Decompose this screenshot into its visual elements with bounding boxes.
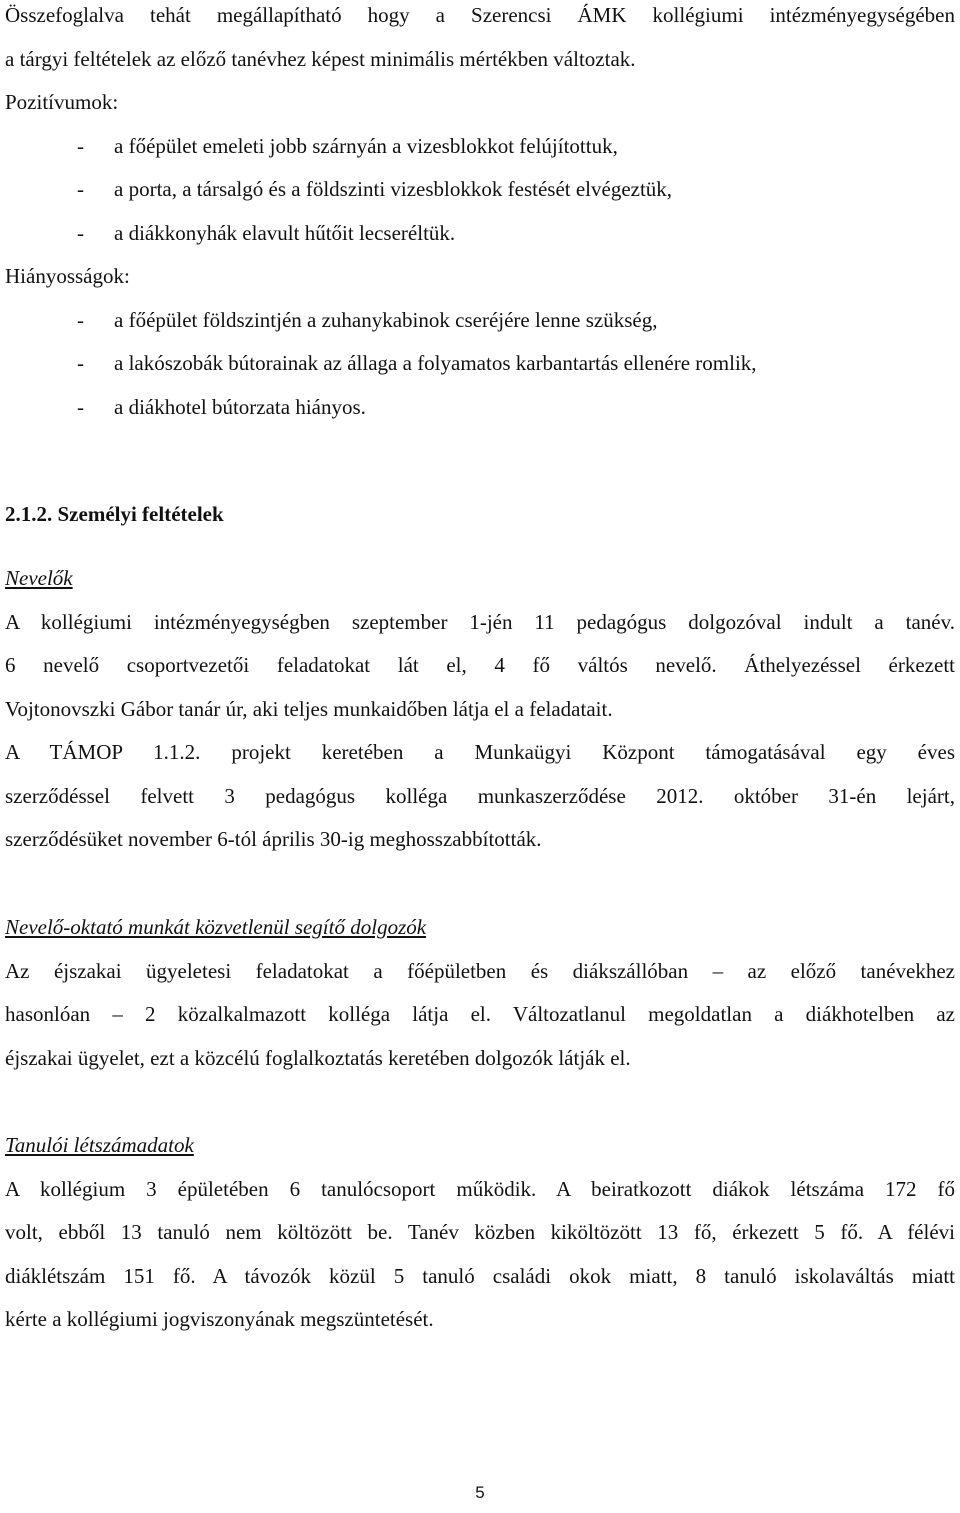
- segito-title: Nevelő-oktató munkát közvetlenül segítő dolgozók: [5, 915, 427, 939]
- paragraph-line: volt, ebből 13 tanuló nem költözött be. Tanév közben kiköltözött 13 fő, érkezett 5 fő. A félévi: [5, 1220, 955, 1244]
- paragraph-line: Vojtonovszki Gábor tanár úr, aki teljes munkaidőben látja el a feladatait.: [5, 696, 613, 721]
- page-number: 5: [475, 1483, 485, 1502]
- list-dash: -: [77, 177, 84, 201]
- paragraph-line: A TÁMOP 1.1.2. projekt keretében a Munkaügyi Központ támogatásával egy éves: [5, 740, 955, 764]
- paragraph-line: diáklétszám 151 fő. A távozók közül 5 tanuló családi okok miatt, 8 tanuló iskolaváltás miatt: [5, 1263, 955, 1288]
- paragraph-line: kérte a kollégiumi jogviszonyának megszüntetését.: [5, 1307, 434, 1331]
- letszam-title: Tanulói létszámadatok: [5, 1133, 194, 1157]
- negatives-label: Hiányosságok:: [5, 264, 130, 288]
- list-item: - a diákhotel bútorzata hiányos.: [0, 386, 960, 430]
- section-heading: 2.1.2. Személyi feltételek: [5, 502, 224, 526]
- section-heading-block: [0, 493, 960, 537]
- paragraph-line: A kollégium 3 épületében 6 tanulócsoport működik. A beiratkozott diákok létszáma 172 fő: [5, 1176, 955, 1201]
- paragraph-line: szerződéssel felvett 3 pedagógus kolléga munkaszerződése 2012. október 31-én lejárt,: [5, 783, 955, 808]
- list-item: - a főépület emeleti jobb szárnyán a vizesblokkot felújítottuk,: [0, 125, 960, 169]
- positives-label: Pozitívumok:: [5, 90, 119, 114]
- negatives-list: [0, 299, 960, 430]
- summary-line: a tárgyi feltételek az előző tanévhez képest minimális mértékben változtak.: [5, 46, 636, 71]
- list-dash: -: [77, 307, 84, 332]
- paragraph-line: hasonlóan – 2 közalkalmazott kolléga látja el. Változatlanul megoldatlan a diákhotelben az: [5, 1002, 955, 1026]
- list-dash: -: [77, 394, 84, 419]
- letszam-section: [0, 1124, 960, 1342]
- nevelok-title: Nevelők: [5, 566, 73, 590]
- list-item: - a diákkonyhák elavult hűtőit lecseréltük.: [0, 212, 960, 256]
- summary-line: Összefoglalva tehát megállapítható hogy a Szerencsi ÁMK kollégiumi intézményegységében: [5, 3, 955, 27]
- list-dash: -: [77, 133, 84, 158]
- paragraph-line: Az éjszakai ügyeletesi feladatokat a főépületben és diákszállóban – az előző tanévekhez: [5, 958, 955, 983]
- list-item: - a főépület földszintjén a zuhanykabinok cseréjére lenne szükség,: [0, 299, 960, 343]
- list-item: - a porta, a társalgó és a földszinti vizesblokkok festését elvégeztük,: [0, 168, 960, 212]
- list-dash: -: [77, 220, 84, 245]
- paragraph-line: éjszakai ügyelet, ezt a közcélú foglalkoztatás keretében dolgozók látják el.: [5, 1045, 631, 1070]
- list-item: - a lakószobák bútorainak az állaga a folyamatos karbantartás ellenére romlik,: [0, 342, 960, 386]
- segito-section: [0, 906, 960, 1080]
- positives-list: [0, 125, 960, 256]
- nevelok-section: [0, 557, 960, 862]
- paragraph-line: 6 nevelő csoportvezetői feladatokat lát el, 4 fő váltós nevelő. Áthelyezéssel érkezett: [5, 653, 955, 677]
- summary-paragraph: [0, 0, 960, 429]
- paragraph-line: A kollégiumi intézményegységben szeptember 1-jén 11 pedagógus dolgozóval indult a tanév.: [5, 609, 955, 634]
- paragraph-line: szerződésüket november 6-tól április 30-ig meghosszabbították.: [5, 827, 542, 851]
- list-dash: -: [77, 351, 84, 375]
